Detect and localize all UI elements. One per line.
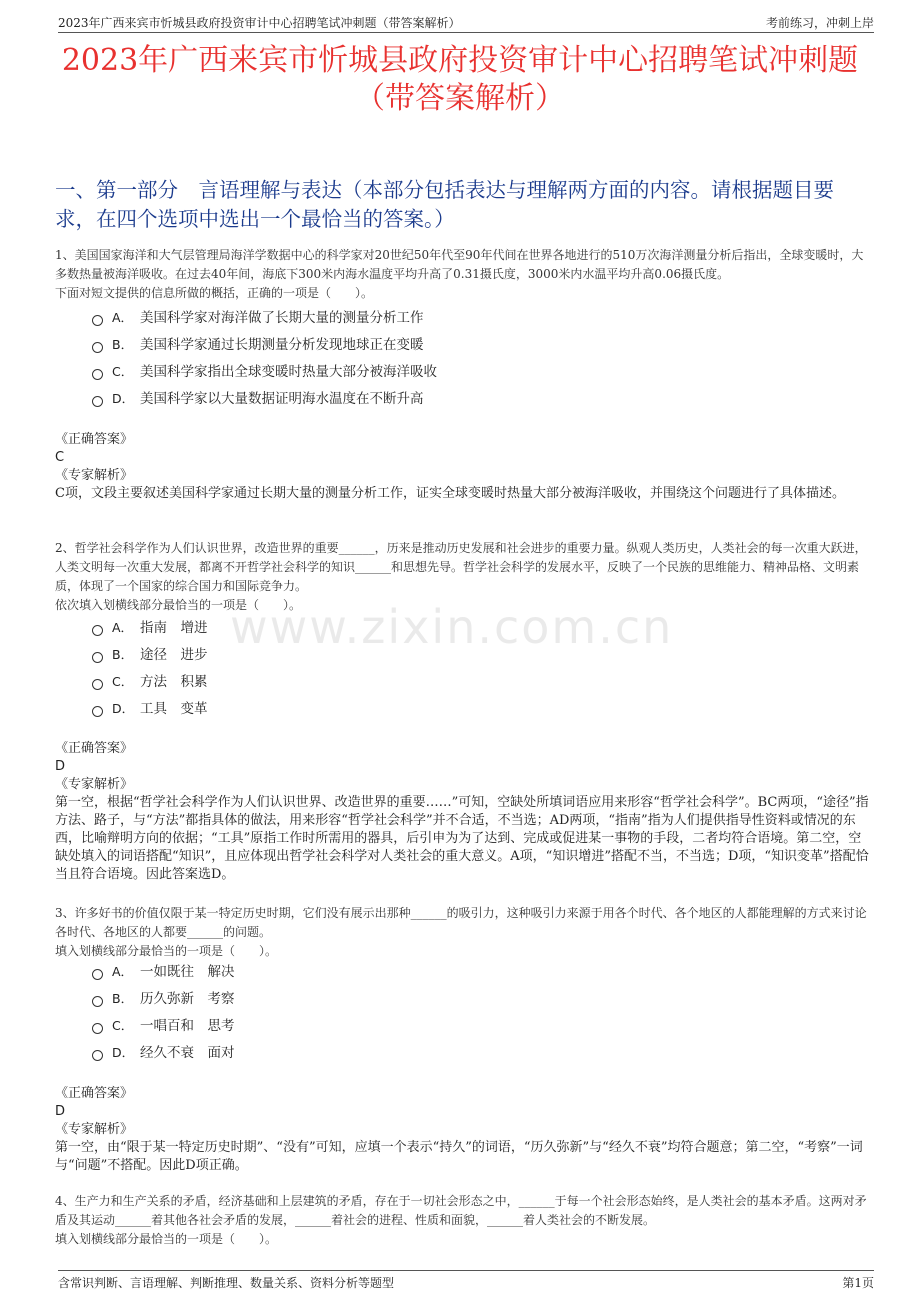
radio-icon[interactable] xyxy=(92,369,103,380)
analysis-label: 《专家解析》 xyxy=(55,777,134,792)
radio-icon[interactable] xyxy=(92,996,103,1007)
question-stem: 2、哲学社会科学作为人们认识世界，改造世界的重要______，历来是推动历史发展和社会进步的重要力量。纵观人类历史，人类社会的每一次重大跃进，人类文明每一次重大发展，都离不开哲学社会科学的知识______和思想先导。哲学社会科学的发展水平，反映了一个民族的思维能力、精神品格、文明素质，体现了一个国家的综合国力和国际竞争力。 xyxy=(55,541,867,593)
option-d[interactable]: D． 工具 变革 xyxy=(92,695,208,722)
answer-label: 《正确答案》 xyxy=(55,432,134,447)
question-stem: 3、许多好书的价值仅限于某一特定历史时期，它们没有展示出那种______的吸引力，这种吸引力来源于用各个时代、各个地区的人都能理解的方式来讨论各时代、各地区的人都要______的问题。 xyxy=(55,906,867,939)
option-b[interactable]: B． 美国科学家通过长期测量分析发现地球正在变暖 xyxy=(92,331,437,358)
answer-label: 《正确答案》 xyxy=(55,741,134,756)
answer-value: D xyxy=(55,759,66,774)
question-prompt: 填入划横线部分最恰当的一项是（ ）。 xyxy=(55,1232,278,1246)
option-d[interactable]: D． 美国科学家以大量数据证明海水温度在不断升高 xyxy=(92,385,437,412)
question-3-answer-block xyxy=(55,1085,870,1175)
option-a[interactable]: A． 指南 增进 xyxy=(92,614,208,641)
radio-icon[interactable] xyxy=(92,396,103,407)
answer-value: C xyxy=(55,450,65,465)
answer-label: 《正确答案》 xyxy=(55,1086,134,1101)
question-stem: 1、美国国家海洋和大气层管理局海洋学数据中心的科学家对20世纪50年代至90年代间在世界各地进行的510万次海洋测量分析后指出，全球变暖时，大多数热量被海洋吸收。在过去40年间，海底下300米内海水温度平均升高了0.31摄氏度，3000米内水温平均升高0.06摄氏度。 xyxy=(55,248,864,281)
page-footer xyxy=(58,1270,874,1291)
document-title xyxy=(0,42,920,118)
radio-icon[interactable] xyxy=(92,969,103,980)
question-2-answer-block xyxy=(55,740,870,884)
footer-description: 含常识判断、言语理解、判断推理、数量关系、资料分析等题型 xyxy=(58,1276,395,1290)
radio-icon[interactable] xyxy=(92,706,103,717)
radio-icon[interactable] xyxy=(92,652,103,663)
question-4 xyxy=(55,1192,870,1249)
radio-icon[interactable] xyxy=(92,1050,103,1061)
question-1-answer-block xyxy=(55,431,870,503)
page-number: 第1页 xyxy=(842,1276,874,1290)
option-a[interactable]: A． 一如既往 解决 xyxy=(92,958,235,985)
option-c[interactable]: C． 方法 积累 xyxy=(92,668,208,695)
question-1-options xyxy=(92,304,437,412)
title-line-2: （带答案解析） xyxy=(355,81,565,116)
question-prompt: 填入划横线部分最恰当的一项是（ ）。 xyxy=(55,944,278,958)
header-doc-title: 2023年广西来宾市忻城县政府投资审计中心招聘笔试冲刺题（带答案解析） xyxy=(58,16,461,30)
radio-icon[interactable] xyxy=(92,679,103,690)
answer-value: D xyxy=(55,1104,66,1119)
title-line-1: 2023年广西来宾市忻城县政府投资审计中心招聘笔试冲刺题 xyxy=(61,43,859,78)
question-prompt: 下面对短文提供的信息所做的概括，正确的一项是（ ）。 xyxy=(55,286,374,300)
radio-icon[interactable] xyxy=(92,342,103,353)
option-c[interactable]: C． 一唱百和 思考 xyxy=(92,1012,235,1039)
radio-icon[interactable] xyxy=(92,1023,103,1034)
radio-icon[interactable] xyxy=(92,625,103,636)
option-b[interactable]: B． 途径 进步 xyxy=(92,641,208,668)
analysis-label: 《专家解析》 xyxy=(55,468,134,483)
section-heading: 一、第一部分 言语理解与表达（本部分包括表达与理解两方面的内容。请根据题目要求，在四个选项中选出一个最恰当的答案。） xyxy=(55,178,834,231)
page-header xyxy=(58,12,874,33)
analysis-text: 第一空，由“限于某一特定历史时期”、“没有”可知，应填一个表示“持久”的词语，“历久弥新”与“经久不衰”均符合题意；第二空，“考察”一词与“问题”不搭配。因此D项正确。 xyxy=(55,1140,863,1173)
option-b[interactable]: B． 历久弥新 考察 xyxy=(92,985,235,1012)
analysis-label: 《专家解析》 xyxy=(55,1122,134,1137)
question-1 xyxy=(55,246,870,303)
question-3-options xyxy=(92,958,235,1066)
option-d[interactable]: D． 经久不衰 面对 xyxy=(92,1039,235,1066)
option-c[interactable]: C． 美国科学家指出全球变暖时热量大部分被海洋吸收 xyxy=(92,358,437,385)
analysis-text: 第一空，根据“哲学社会科学作为人们认识世界、改造世界的重要……”可知，空缺处所填词语应用来形容“哲学社会科学”。BC两项，“途径”指方法、路子，与“方法”都指具体的做法，用来形容“哲学社会科学”并不合适，不当选；AD两项，“指南”指为人们提供指导性资料或情况的东西，比喻辩明方向的依据；“工具”原指工作时所需用的器具，后引申为为了达到、完成或促进某一事物的手段，二者均符合语境。第二空，空缺处填入的词语搭配“知识”，且应体现出哲学社会科学对人类社会的重大意义。A项，“知识增进”搭配不当，不当选；D项，“知识变革”搭配恰当且符合语境。因此答案选D。 xyxy=(55,795,869,882)
question-2-options xyxy=(92,614,208,722)
question-3 xyxy=(55,904,870,961)
question-2 xyxy=(55,539,870,615)
question-prompt: 依次填入划横线部分最恰当的一项是（ ）。 xyxy=(55,598,302,612)
header-slogan: 考前练习，冲刺上岸 xyxy=(765,16,874,30)
watermark: www.zixin.com.cn xyxy=(230,600,674,654)
radio-icon[interactable] xyxy=(92,315,103,326)
option-a[interactable]: A． 美国科学家对海洋做了长期大量的测量分析工作 xyxy=(92,304,437,331)
analysis-text: C项，文段主要叙述美国科学家通过长期大量的测量分析工作，证实全球变暖时热量大部分被海洋吸收，并围绕这个问题进行了具体描述。 xyxy=(55,486,845,501)
question-stem: 4、生产力和生产关系的矛盾，经济基础和上层建筑的矛盾，存在于一切社会形态之中，______于每一个社会形态始终，是人类社会的基本矛盾。这两对矛盾及其运动______着其他各社会矛盾的发展，______着社会的进程、性质和面貌，______着人类社会的不断发展。 xyxy=(55,1194,867,1227)
